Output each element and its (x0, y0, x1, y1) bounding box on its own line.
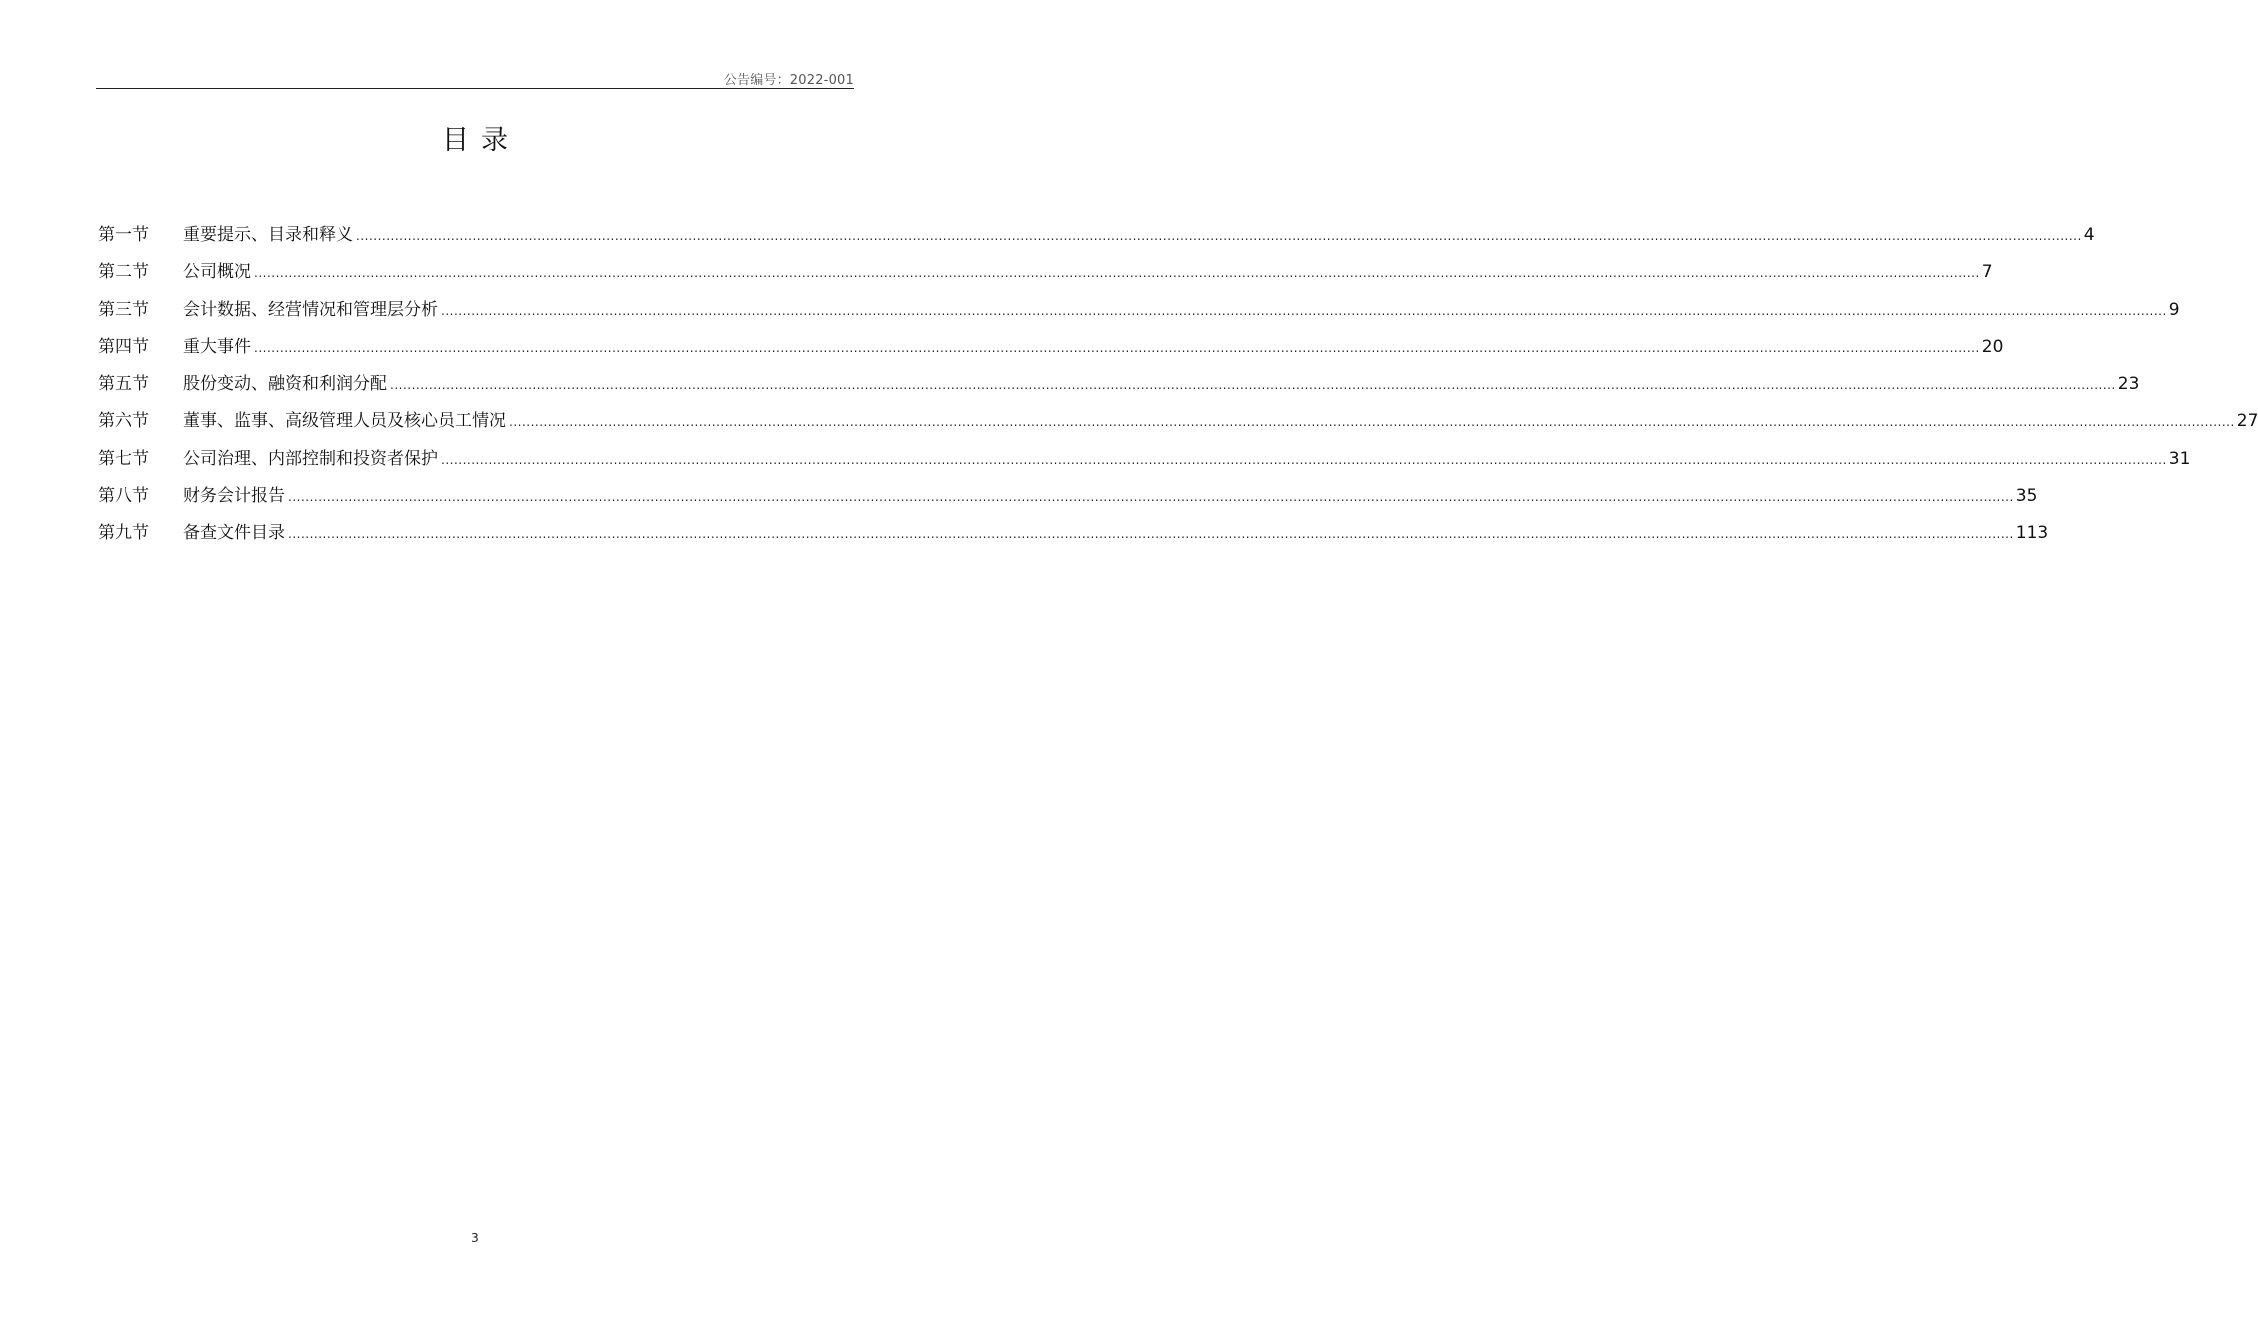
toc-section-title: 重要提示、目录和释义 (183, 225, 353, 245)
toc-entry-2[interactable] (98, 257, 1993, 294)
toc-dot-leader: ................................................................................................................................................................................................................................................................................................................................................................................................................ (356, 229, 2082, 243)
header-divider (96, 88, 854, 89)
toc-dot-leader: ................................................................................................................................................................................................................................................................................................................................................................................................................ (288, 527, 2014, 542)
toc-entry-9[interactable] (98, 518, 2049, 555)
toc-section-number: 第三节 (98, 299, 149, 320)
page-number: 3 (471, 1231, 479, 1245)
toc-list (98, 220, 2258, 556)
toc-page-number: 23 (2117, 374, 2140, 395)
toc-section-number: 第四节 (98, 336, 149, 357)
page-title: 目录 (442, 125, 520, 156)
toc-entry-3[interactable] (98, 295, 2180, 332)
toc-entry-5[interactable] (98, 369, 2140, 406)
toc-section-number: 第九节 (98, 523, 149, 544)
toc-section-number: 第七节 (98, 448, 149, 469)
toc-page-number: 31 (2168, 448, 2191, 469)
toc-section-title: 重大事件 (183, 336, 251, 357)
toc-dot-leader: ................................................................................................................................................................................................................................................................................................................................................................................................................ (390, 378, 2116, 393)
toc-section-title: 会计数据、经营情况和管理层分析 (183, 299, 438, 320)
toc-page-number: 27 (2236, 411, 2258, 432)
toc-page-number: 20 (1981, 336, 2004, 357)
toc-section-title: 公司治理、内部控制和投资者保护 (183, 448, 438, 469)
toc-section-number: 第五节 (98, 374, 149, 395)
toc-page-number: 4 (2083, 225, 2095, 245)
toc-page-number: 113 (2015, 523, 2049, 544)
toc-page-number: 7 (1981, 262, 1993, 283)
toc-dot-leader: ................................................................................................................................................................................................................................................................................................................................................................................................................ (288, 490, 2014, 505)
toc-section-title: 股份变动、融资和利润分配 (183, 374, 387, 395)
toc-dot-leader: ................................................................................................................................................................................................................................................................................................................................................................................................................ (441, 452, 2167, 467)
toc-section-number: 第八节 (98, 486, 149, 507)
announcement-code: 公告编号：2022-001 (723, 73, 854, 88)
toc-entry-1[interactable] (98, 220, 2095, 257)
toc-entry-7[interactable] (98, 444, 2191, 481)
toc-dot-leader: ................................................................................................................................................................................................................................................................................................................................................................................................................ (254, 266, 1980, 281)
toc-dot-leader: ................................................................................................................................................................................................................................................................................................................................................................................................................ (254, 340, 1980, 355)
toc-entry-4[interactable] (98, 332, 2004, 369)
toc-section-number: 第二节 (98, 262, 149, 283)
toc-section-number: 第六节 (98, 411, 149, 432)
toc-page-number: 9 (2168, 299, 2180, 320)
toc-section-title: 财务会计报告 (183, 486, 285, 507)
toc-section-title: 备查文件目录 (183, 523, 285, 544)
toc-dot-leader: ................................................................................................................................................................................................................................................................................................................................................................................................................ (509, 415, 2235, 430)
toc-entry-8[interactable] (98, 481, 2038, 518)
toc-section-number: 第一节 (98, 225, 149, 245)
toc-dot-leader: ................................................................................................................................................................................................................................................................................................................................................................................................................ (441, 303, 2167, 318)
toc-section-title: 董事、监事、高级管理人员及核心员工情况 (183, 411, 506, 432)
toc-section-title: 公司概况 (183, 262, 251, 283)
toc-entry-6[interactable] (98, 406, 2258, 443)
toc-page-number: 35 (2015, 486, 2038, 507)
